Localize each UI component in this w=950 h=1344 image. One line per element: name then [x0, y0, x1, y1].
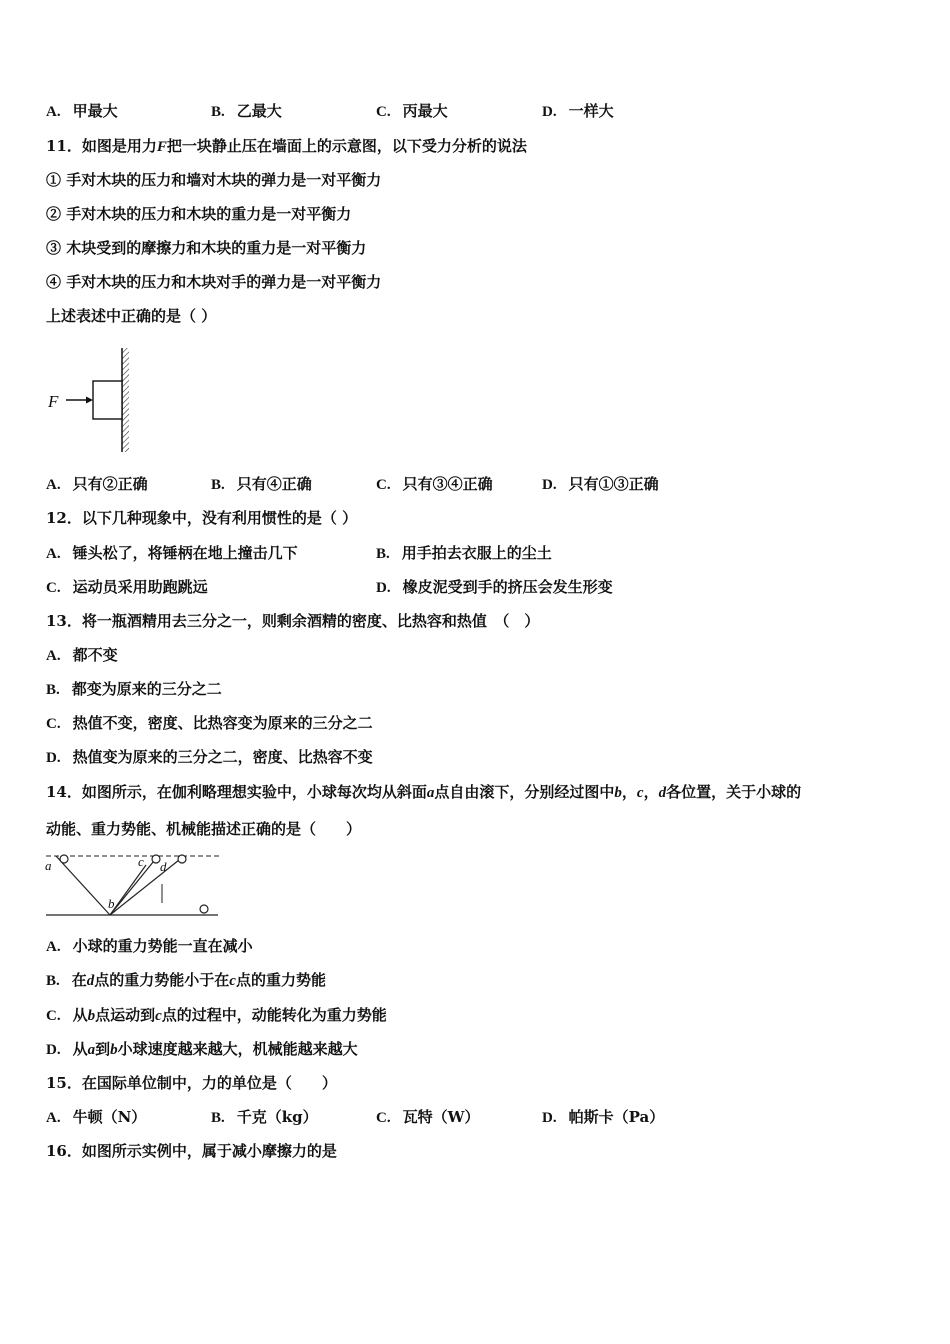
q10-option-a: A. 甲最大 [46, 102, 118, 120]
q14-galileo-ramp-figure [44, 850, 226, 920]
q11-option-d: D. 只有①③正确 [542, 475, 659, 493]
incline-b-d [110, 856, 184, 915]
q12-option-d: D. 橡皮泥受到手的挤压会发生形变 [376, 578, 613, 596]
q15-option-a: A. 牛顿（N） [46, 1108, 147, 1126]
q11-statement-3: ③ 木块受到的摩擦力和木块的重力是一对平衡力 [46, 239, 367, 257]
q13-option-c: C. 热值不变，密度、比热容变为原来的三分之二 [46, 714, 373, 732]
q10-option-b: B. 乙最大 [211, 102, 282, 120]
q16-stem: 16．如图所示实例中，属于减小摩擦力的是 [46, 1142, 337, 1160]
q11-question: 上述表述中正确的是（ ） [46, 307, 217, 325]
q14-option-a: A. 小球的重力势能一直在减小 [46, 937, 253, 955]
incline-a-b [56, 856, 110, 915]
q14-option-c: C. 从b点运动到c点的过程中，动能转化为重力势能 [46, 1006, 387, 1024]
q13-option-a: A. 都不变 [46, 646, 118, 664]
q13-option-d: D. 热值变为原来的三分之二，密度、比热容不变 [46, 748, 373, 766]
q12-option-b: B. 用手拍去衣服上的尘土 [376, 544, 552, 562]
q12-option-c: C. 运动员采用助跑跳远 [46, 578, 208, 596]
q11-wall-block-figure [44, 346, 144, 454]
q11-stem: 11．如图是用力F把一块静止压在墙面上的示意图，以下受力分析的说法 [46, 137, 527, 155]
ball-a [60, 855, 68, 863]
q14-option-d: D. 从a到b小球速度越来越大，机械能越来越大 [46, 1040, 358, 1058]
q14-stem-line2: 动能、重力势能、机械能描述正确的是（ ） [46, 820, 362, 838]
q11-statement-1: ① 手对木块的压力和墙对木块的弹力是一对平衡力 [46, 171, 382, 189]
label-a: a [45, 858, 52, 873]
q15-option-c: C. 瓦特（W） [376, 1108, 480, 1126]
q12-option-a: A. 锤头松了，将锤柄在地上撞击几下 [46, 544, 298, 562]
ball-ground [200, 905, 208, 913]
incline-b-c [110, 856, 158, 915]
q13-option-b: B. 都变为原来的三分之二 [46, 680, 222, 698]
q11-statement-2: ② 手对木块的压力和木块的重力是一对平衡力 [46, 205, 352, 223]
force-label: F [48, 392, 59, 411]
q11-statement-4: ④ 手对木块的压力和木块对手的弹力是一对平衡力 [46, 273, 382, 291]
force-arrowhead [86, 397, 93, 404]
q10-option-c: C. 丙最大 [376, 102, 448, 120]
ball-d [178, 855, 186, 863]
q15-option-b: B. 千克（kg） [211, 1108, 318, 1126]
label-c: c [138, 854, 144, 869]
q15-option-d: D. 帕斯卡（Pa） [542, 1108, 665, 1126]
q14-stem-line1: 14．如图所示，在伽利略理想实验中，小球每次均从斜面a点自由滚下，分别经过图中b，c，d各位置，关于小球的 [46, 783, 802, 801]
q10-option-d: D. 一样大 [542, 102, 614, 120]
q13-stem: 13．将一瓶酒精用去三分之一，则剩余酒精的密度、比热容和热值 （ ） [46, 612, 540, 630]
q14-option-b: B. 在d点的重力势能小于在c点的重力势能 [46, 971, 326, 989]
label-b: b [108, 896, 115, 911]
q12-stem: 12．以下几种现象中，没有利用惯性的是（ ） [46, 509, 358, 527]
q15-stem: 15．在国际单位制中，力的单位是（ ） [46, 1074, 337, 1092]
wall-hatch [122, 348, 129, 452]
q11-option-b: B. 只有④正确 [211, 475, 312, 493]
label-d: d [160, 859, 167, 874]
q11-option-c: C. 只有③④正确 [376, 475, 493, 493]
wood-block [93, 381, 122, 419]
ball-c [152, 855, 160, 863]
q11-option-a: A. 只有②正确 [46, 475, 148, 493]
